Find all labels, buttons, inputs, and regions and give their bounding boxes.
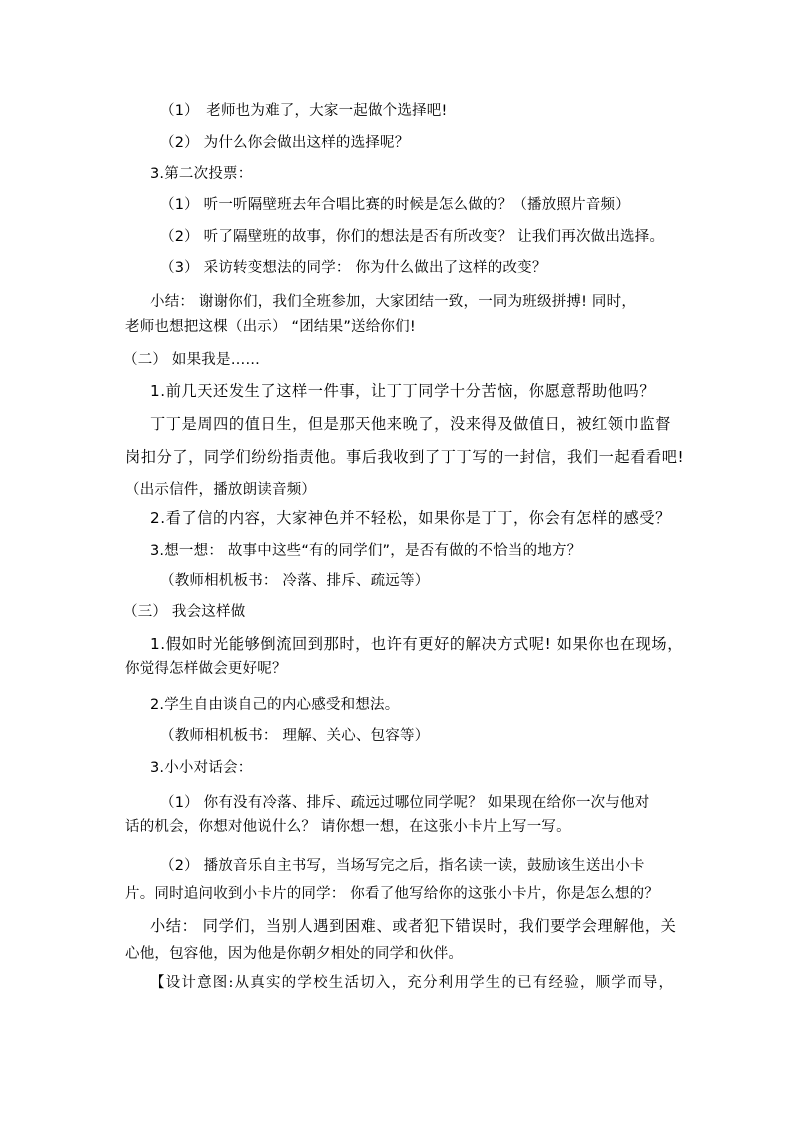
text-line: （1） 老师也为难了，大家一起做个选择吧! [160,103,448,119]
text-line: 心他，包容他，因为他是你朝夕相处的同学和伙伴。 [125,946,464,962]
section-heading: （三） 我会这样做 [123,604,246,620]
text-line: （1） 你有没有冷落、排斥、疏远过哪位同学呢？ 如果现在给你一次与他对 [160,795,650,811]
text-line: （3） 采访转变想法的同学： 你为什么做出了这样的改变？ [160,260,547,276]
text-line: （教师相机板书： 理解、关心、包容等） [160,728,430,744]
text-line: 老师也想把这棵（出示） “团结果”送给你们! [125,319,416,335]
text-line: 2.学生自由谈自己的内心感受和想法。 [150,697,400,713]
text-line: 3.第二次投票： [150,166,253,182]
text-line: 1.假如时光能够倒流回到那时，也许有更好的解决方式呢! 如果你也在现场， [150,635,684,653]
text-line: 片。同时追问收到小卡片的同学： 你看了他写给你的这张小卡片，你是怎么想的？ [125,886,660,902]
text-line: 3.小小对话会： [150,760,253,776]
text-line: 丁丁是周四的值日生，但是那天他来晚了，没来得及做值日，被红领巾监督 [150,415,671,433]
text-line: 1.前几天还发生了这样一件事，让丁丁同学十分苦恼，你愿意帮助他吗？ [150,382,656,400]
text-line: 2.看了信的内容，大家神色并不轻松，如果你是丁丁，你会有怎样的感受？ [150,509,671,527]
text-line: （2） 为什么你会做出这样的选择呢？ [160,135,410,151]
design-intent-line: 【设计意图:从真实的学校生活切入，充分利用学生的已有经验，顺学而导， [150,975,675,991]
text-line: （出示信件，播放朗读音频） [125,482,317,498]
section-heading: （二） 如果我是…… [123,352,261,368]
text-line: 小结： 谢谢你们，我们全班参加，大家团结一致，一同为班级拼搏! 同时， [150,294,637,310]
text-line: （1） 听一听隔壁班去年合唱比赛的时候是怎么做的？（播放照片音频） [160,197,630,213]
text-line: （2） 播放音乐自主书写，当场写完之后，指名读一读，鼓励该生送出小卡 [160,858,645,874]
text-line: 3.想一想： 故事中这些“有的同学们”，是否有做的不恰当的地方？ [150,543,582,559]
text-line: 岗扣分了，同学们纷纷指责他。事后我收到了丁丁写的一封信，我们一起看看吧! [125,448,685,466]
text-line: 小结： 同学们，当别人遇到困难、或者犯下错误时，我们要学会理解他，关 [150,917,677,935]
text-line: 话的机会，你想对他说什么？ 请你想一想，在这张小卡片上写一写。 [125,819,571,835]
text-line: （2） 听了隔壁班的故事，你们的想法是否有所改变？ 让我们再次做出选择。 [160,229,665,245]
text-line: 你觉得怎样做会更好呢？ [125,661,287,677]
text-line: （教师相机板书： 冷落、排斥、疏远等） [160,573,430,589]
